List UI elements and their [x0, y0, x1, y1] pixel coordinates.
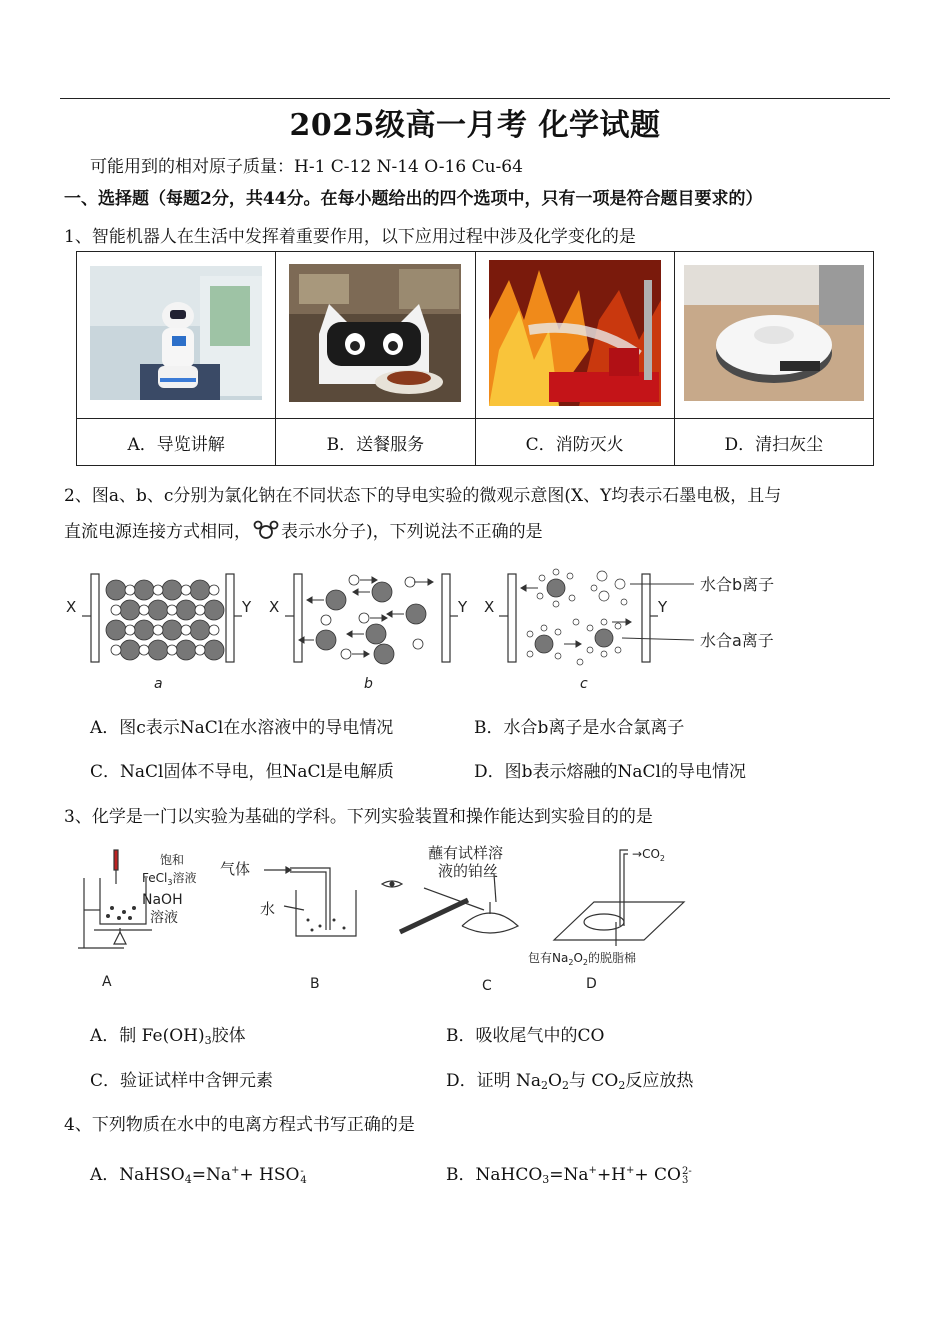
label-wire-line1: 蘸有试样溶 — [428, 844, 504, 862]
q1-cell-c-image — [475, 252, 674, 419]
label-water: 水 — [260, 900, 276, 918]
q2-option-b: B．水合b离子是水合氯离子 — [474, 718, 685, 738]
q2-option-c: C．NaCl固体不导电，但NaCl是电解质 — [90, 762, 394, 782]
diagram-a-y-label: Y — [242, 598, 252, 616]
q3-option-a: A．制 $Fe(OH)_3$胶体 — [90, 1026, 246, 1047]
apparatus-c-label: C — [482, 978, 492, 994]
diagram-b-x-label: X — [269, 598, 280, 616]
label-wire-line2: 液的铂丝 — [438, 862, 499, 880]
q3-apparatus-diagram — [64, 840, 704, 1000]
diagram-b-y-label: Y — [458, 598, 468, 616]
q3-option-b: B．吸收尾气中的CO — [446, 1026, 605, 1046]
apparatus-b-label: B — [310, 976, 320, 992]
q3-option-d: D．证明 $Na_2O_2$与 $CO_2$反应放热 — [446, 1071, 694, 1092]
label-naoh: NaOH — [142, 892, 183, 908]
diagram-c-caption: c — [580, 676, 588, 692]
vacuum-robot-photo — [684, 265, 864, 401]
q1-stem: 1、智能机器人在生活中发挥着重要作用，以下应用过程中涉及化学变化的是 — [64, 227, 636, 247]
diagram-c-y-label: Y — [658, 598, 668, 616]
section-heading: 一、选择题（每题2分，共44分。在每小题给出的四个选项中，只有一项是符合题目要求的） — [64, 189, 763, 209]
label-saturated: 饱和 — [160, 853, 185, 867]
q4-stem: 4、下列物质在水中的电离方程式书写正确的是 — [64, 1115, 415, 1135]
hydrated-a-ion-label: 水合a离子 — [700, 631, 774, 650]
guide-robot-photo — [90, 266, 262, 400]
q2-stem-line2-a: 直流电源连接方式相同， — [64, 522, 251, 542]
q2-stem-line2 — [64, 517, 543, 542]
label-naoh-solution: 溶液 — [150, 910, 178, 926]
q3-stem: 3、化学是一门以实验为基础的学科。下列实验装置和操作能达到实验目的的是 — [64, 807, 653, 827]
q1-option-d: D．清扫灰尘 — [674, 419, 873, 466]
diagram-a-caption: a — [154, 676, 163, 692]
firefighting-robot-photo — [489, 260, 661, 406]
q3-option-c: C．验证试样中含钾元素 — [90, 1071, 274, 1091]
q2-stem-line1: 2、图a、b、c分别为氯化钠在不同状态下的导电实验的微观示意图(X、Y均表示石墨电极，且与 — [64, 486, 782, 506]
q1-cell-a-image — [77, 252, 276, 419]
label-gas: 气体 — [220, 860, 251, 878]
label-na2o2-cotton: 包有$Na_2O_2$的脱脂棉 — [528, 951, 636, 967]
diagram-c-x-label: X — [484, 598, 495, 616]
q1-option-c: C．消防灭火 — [475, 419, 674, 466]
q2-stem-line2-b: 表示水分子)，下列说法不正确的是 — [281, 522, 543, 542]
apparatus-a-label: A — [102, 974, 112, 990]
hydrated-b-ion-label: 水合b离子 — [700, 575, 775, 594]
page-title: 2025级高一月考 化学试题 — [289, 108, 661, 143]
q1-option-b: B．送餐服务 — [276, 419, 475, 466]
diagram-b-caption: b — [364, 676, 373, 692]
q2-option-d: D．图b表示熔融的NaCl的导电情况 — [474, 762, 746, 782]
label-co2: $\to CO_2$ — [632, 847, 665, 863]
q2-diagram — [64, 562, 824, 697]
apparatus-d-label: D — [586, 976, 597, 992]
atomic-masses: 可能用到的相对原子质量：H-1 C-12 N-14 O-16 Cu-64 — [90, 157, 523, 177]
q4-option-b: B．NaHCO$_3$=Na++H++ CO 2- 3 — [446, 1165, 692, 1186]
q1-cell-d-image — [674, 252, 873, 419]
delivery-robot-photo — [289, 264, 461, 402]
q4-option-a: A．NaHSO$_4$=Na++ HSO - 4 — [90, 1165, 307, 1186]
header-rule — [60, 98, 890, 99]
diagram-a-x-label: X — [66, 598, 77, 616]
q1-image-table — [76, 251, 874, 466]
q1-option-a: A．导览讲解 — [77, 419, 276, 466]
water-molecule-icon — [253, 520, 279, 540]
q1-cell-b-image — [276, 252, 475, 419]
label-fecl3: FeCl$_3$溶液 — [142, 871, 197, 887]
q2-option-a: A．图c表示NaCl在水溶液中的导电情况 — [90, 718, 394, 738]
